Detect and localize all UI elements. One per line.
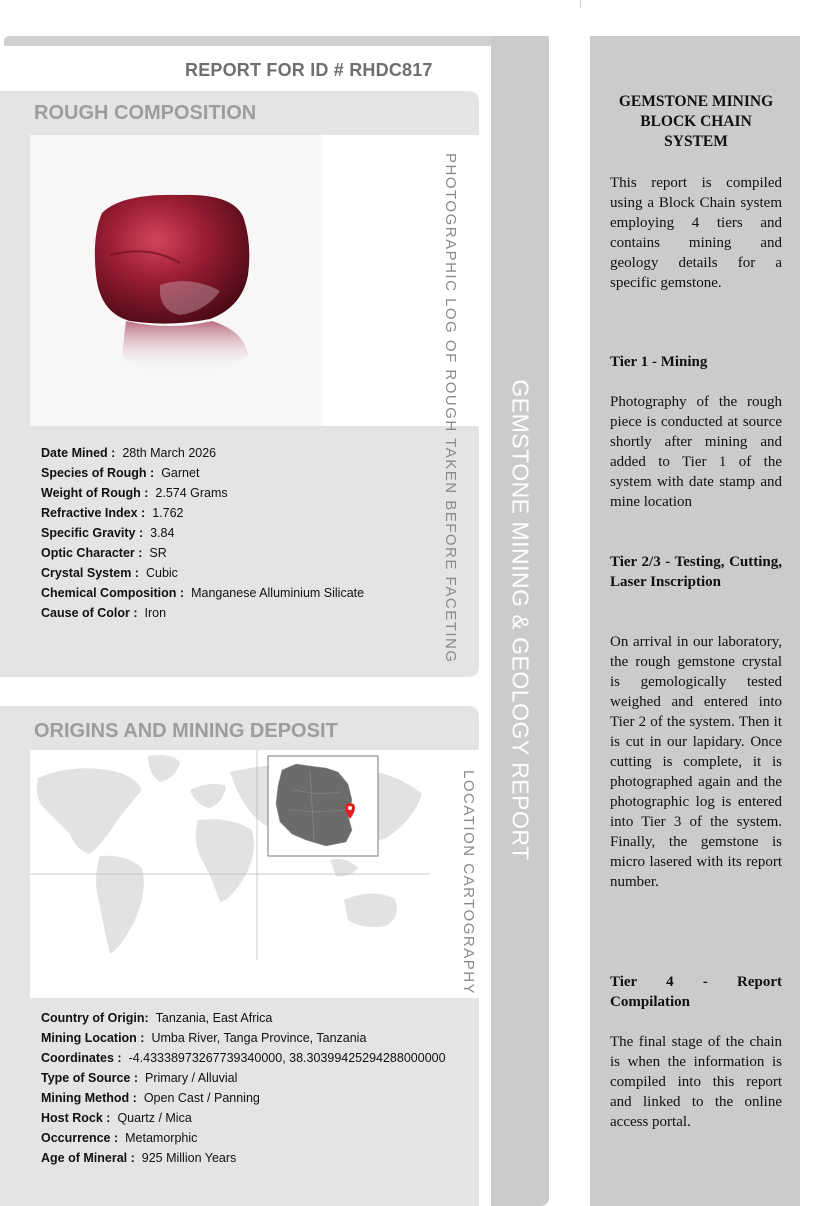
world-map bbox=[30, 750, 430, 998]
rough-photo bbox=[30, 135, 322, 426]
tier4-body: The final stage of the chain is when the information is compiled into this report and linked to the online access portal. bbox=[610, 1034, 782, 1130]
field-cause-of-color: Cause of Color : Iron bbox=[41, 606, 167, 620]
header-bar bbox=[4, 36, 549, 46]
rough-details bbox=[41, 443, 364, 623]
garnet-rough-image bbox=[30, 135, 322, 426]
field-mining-location: Mining Location : Umba River, Tanga Province, Tanzania bbox=[41, 1031, 367, 1045]
sidebar-title: GEMSTONE MINING BLOCK CHAIN SYSTEM bbox=[618, 93, 774, 150]
field-source-type: Type of Source : Primary / Alluvial bbox=[41, 1071, 238, 1085]
report-title: REPORT FOR ID # RHDC817 bbox=[185, 60, 433, 80]
field-optic-character: Optic Character : SR bbox=[41, 546, 167, 560]
field-age: Age of Mineral : 925 Million Years bbox=[41, 1151, 237, 1165]
tier23-body: On arrival in our laboratory, the rough gemstone crystal is gemologically tested weighed and entered into Tier 2 of the system. Then it is cut in our lapidary. Once cutting is complete, it is photographed again and the photographic log is entered into Tier 3 of the system. Finally, the gemstone is micro lasered with its report number. bbox=[610, 634, 782, 890]
origins-title: ORIGINS AND MINING DEPOSIT bbox=[34, 720, 338, 742]
cartography-label: LOCATION CARTOGRAPHY bbox=[460, 770, 477, 996]
sidebar-intro: This report is compiled using a Block Chain system employing 4 tiers and contains mining and geology details for a specific gemstone. bbox=[610, 175, 782, 291]
origin-details bbox=[41, 1008, 446, 1168]
field-crystal-system: Crystal System : Cubic bbox=[41, 566, 178, 580]
rough-composition-title: ROUGH COMPOSITION bbox=[34, 102, 257, 124]
photo-log-label: PHOTOGRAPHIC LOG OF ROUGH TAKEN BEFORE FACETING bbox=[442, 153, 459, 664]
rough-composition-panel bbox=[0, 91, 479, 677]
field-occurrence: Occurrence : Metamorphic bbox=[41, 1131, 198, 1145]
field-host-rock: Host Rock : Quartz / Mica bbox=[41, 1111, 192, 1125]
field-date-mined: Date Mined : 28th March 2026 bbox=[41, 446, 217, 460]
field-species: Species of Rough : Garnet bbox=[41, 466, 200, 480]
field-weight: Weight of Rough : 2.574 Grams bbox=[41, 486, 228, 500]
origins-panel bbox=[0, 706, 479, 1206]
tier4-heading: Tier 4 - Report Compilation bbox=[610, 974, 782, 1010]
field-refractive-index: Refractive Index : 1.762 bbox=[41, 506, 184, 520]
field-country: Country of Origin: Tanzania, East Africa bbox=[41, 1011, 273, 1025]
field-chemical-composition: Chemical Composition : Manganese Alluminium Silicate bbox=[41, 586, 365, 600]
tier23-heading: Tier 2/3 - Testing, Cutting, Laser Inscription bbox=[610, 554, 782, 590]
field-mining-method: Mining Method : Open Cast / Panning bbox=[41, 1091, 260, 1105]
blockchain-sidebar bbox=[590, 36, 800, 1206]
tier1-body: Photography of the rough piece is conducted at source shortly after mining and added to Tier 1 of the system with date stamp and mine location bbox=[610, 394, 782, 510]
location-pin-icon bbox=[343, 802, 357, 822]
field-coordinates: Coordinates : -4.43338973267739340000, 38.30399425294288000000 bbox=[41, 1051, 446, 1065]
tier1-heading: Tier 1 - Mining bbox=[610, 354, 708, 370]
field-specific-gravity: Specific Gravity : 3.84 bbox=[41, 526, 175, 540]
top-tick-mark bbox=[580, 0, 581, 8]
spine-title: GEMSTONE MINING & GEOLOGY REPORT bbox=[507, 379, 534, 861]
map-area bbox=[30, 750, 479, 998]
